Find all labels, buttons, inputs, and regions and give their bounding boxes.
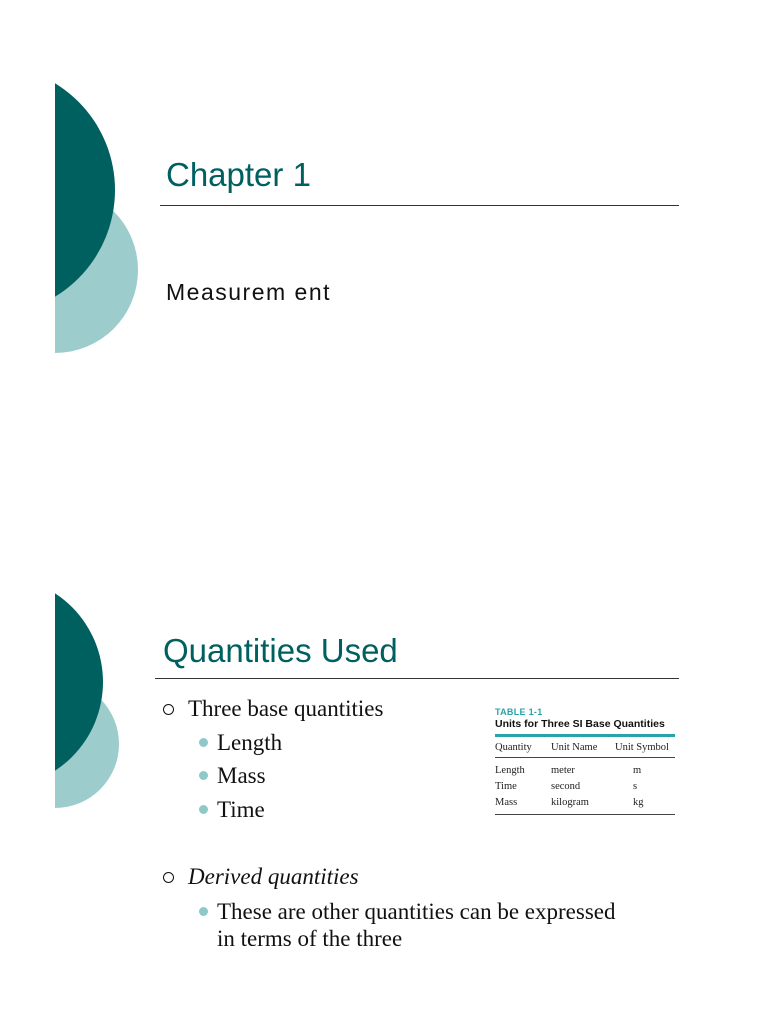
decorative-circles [0, 512, 150, 1024]
table-cell: kilogram [551, 797, 589, 808]
table-cell: Length [495, 765, 525, 776]
bullet-text: Three base quantities [188, 696, 384, 721]
sub-bullet-text-line-1: These are other quantities can be expressed [217, 899, 616, 924]
table-caption: Units for Three SI Base Quantities [495, 718, 665, 730]
slide-quantities-used [0, 512, 768, 1024]
title-divider [155, 678, 679, 679]
sub-bullet-text: Time [217, 797, 265, 822]
table-cell: m [633, 765, 642, 776]
left-mask [0, 512, 55, 1024]
table-label: TABLE 1-1 [495, 707, 543, 717]
dot-bullet-icon [199, 738, 208, 747]
dot-bullet-icon [199, 907, 208, 916]
table-row [495, 763, 675, 779]
table-cell: kg [633, 797, 644, 808]
table-header-row [495, 737, 675, 758]
bullet-text: Derived quantities [188, 864, 359, 889]
sub-bullet-text: Mass [217, 763, 266, 788]
sub-bullet-text: Length [217, 730, 283, 755]
table-cell: second [551, 781, 581, 792]
table-row [495, 795, 675, 811]
dot-bullet-icon [199, 771, 208, 780]
table-cell: Time [495, 781, 517, 792]
table-body [495, 758, 675, 815]
dot-bullet-icon [199, 805, 208, 814]
left-mask [0, 0, 55, 512]
table-header: Quantity [495, 742, 532, 753]
hollow-circle-bullet-icon [163, 704, 174, 715]
table-header: Unit Name [551, 742, 598, 753]
slide-title: Chapter 1 [166, 156, 311, 193]
sub-bullet-text-line-2: in terms of the three [217, 926, 403, 951]
slide-subtitle: Measurem ent [166, 279, 332, 305]
table-header: Unit Symbol [615, 742, 669, 753]
table-cell: Mass [495, 797, 518, 808]
slide-title: Quantities Used [163, 632, 398, 669]
title-divider [160, 205, 679, 206]
si-base-quantities-table [495, 707, 675, 815]
table-cell: s [633, 781, 638, 792]
decorative-circles [0, 0, 150, 512]
hollow-circle-bullet-icon [163, 872, 174, 883]
table-row [495, 779, 675, 795]
table-cell: meter [551, 765, 575, 776]
